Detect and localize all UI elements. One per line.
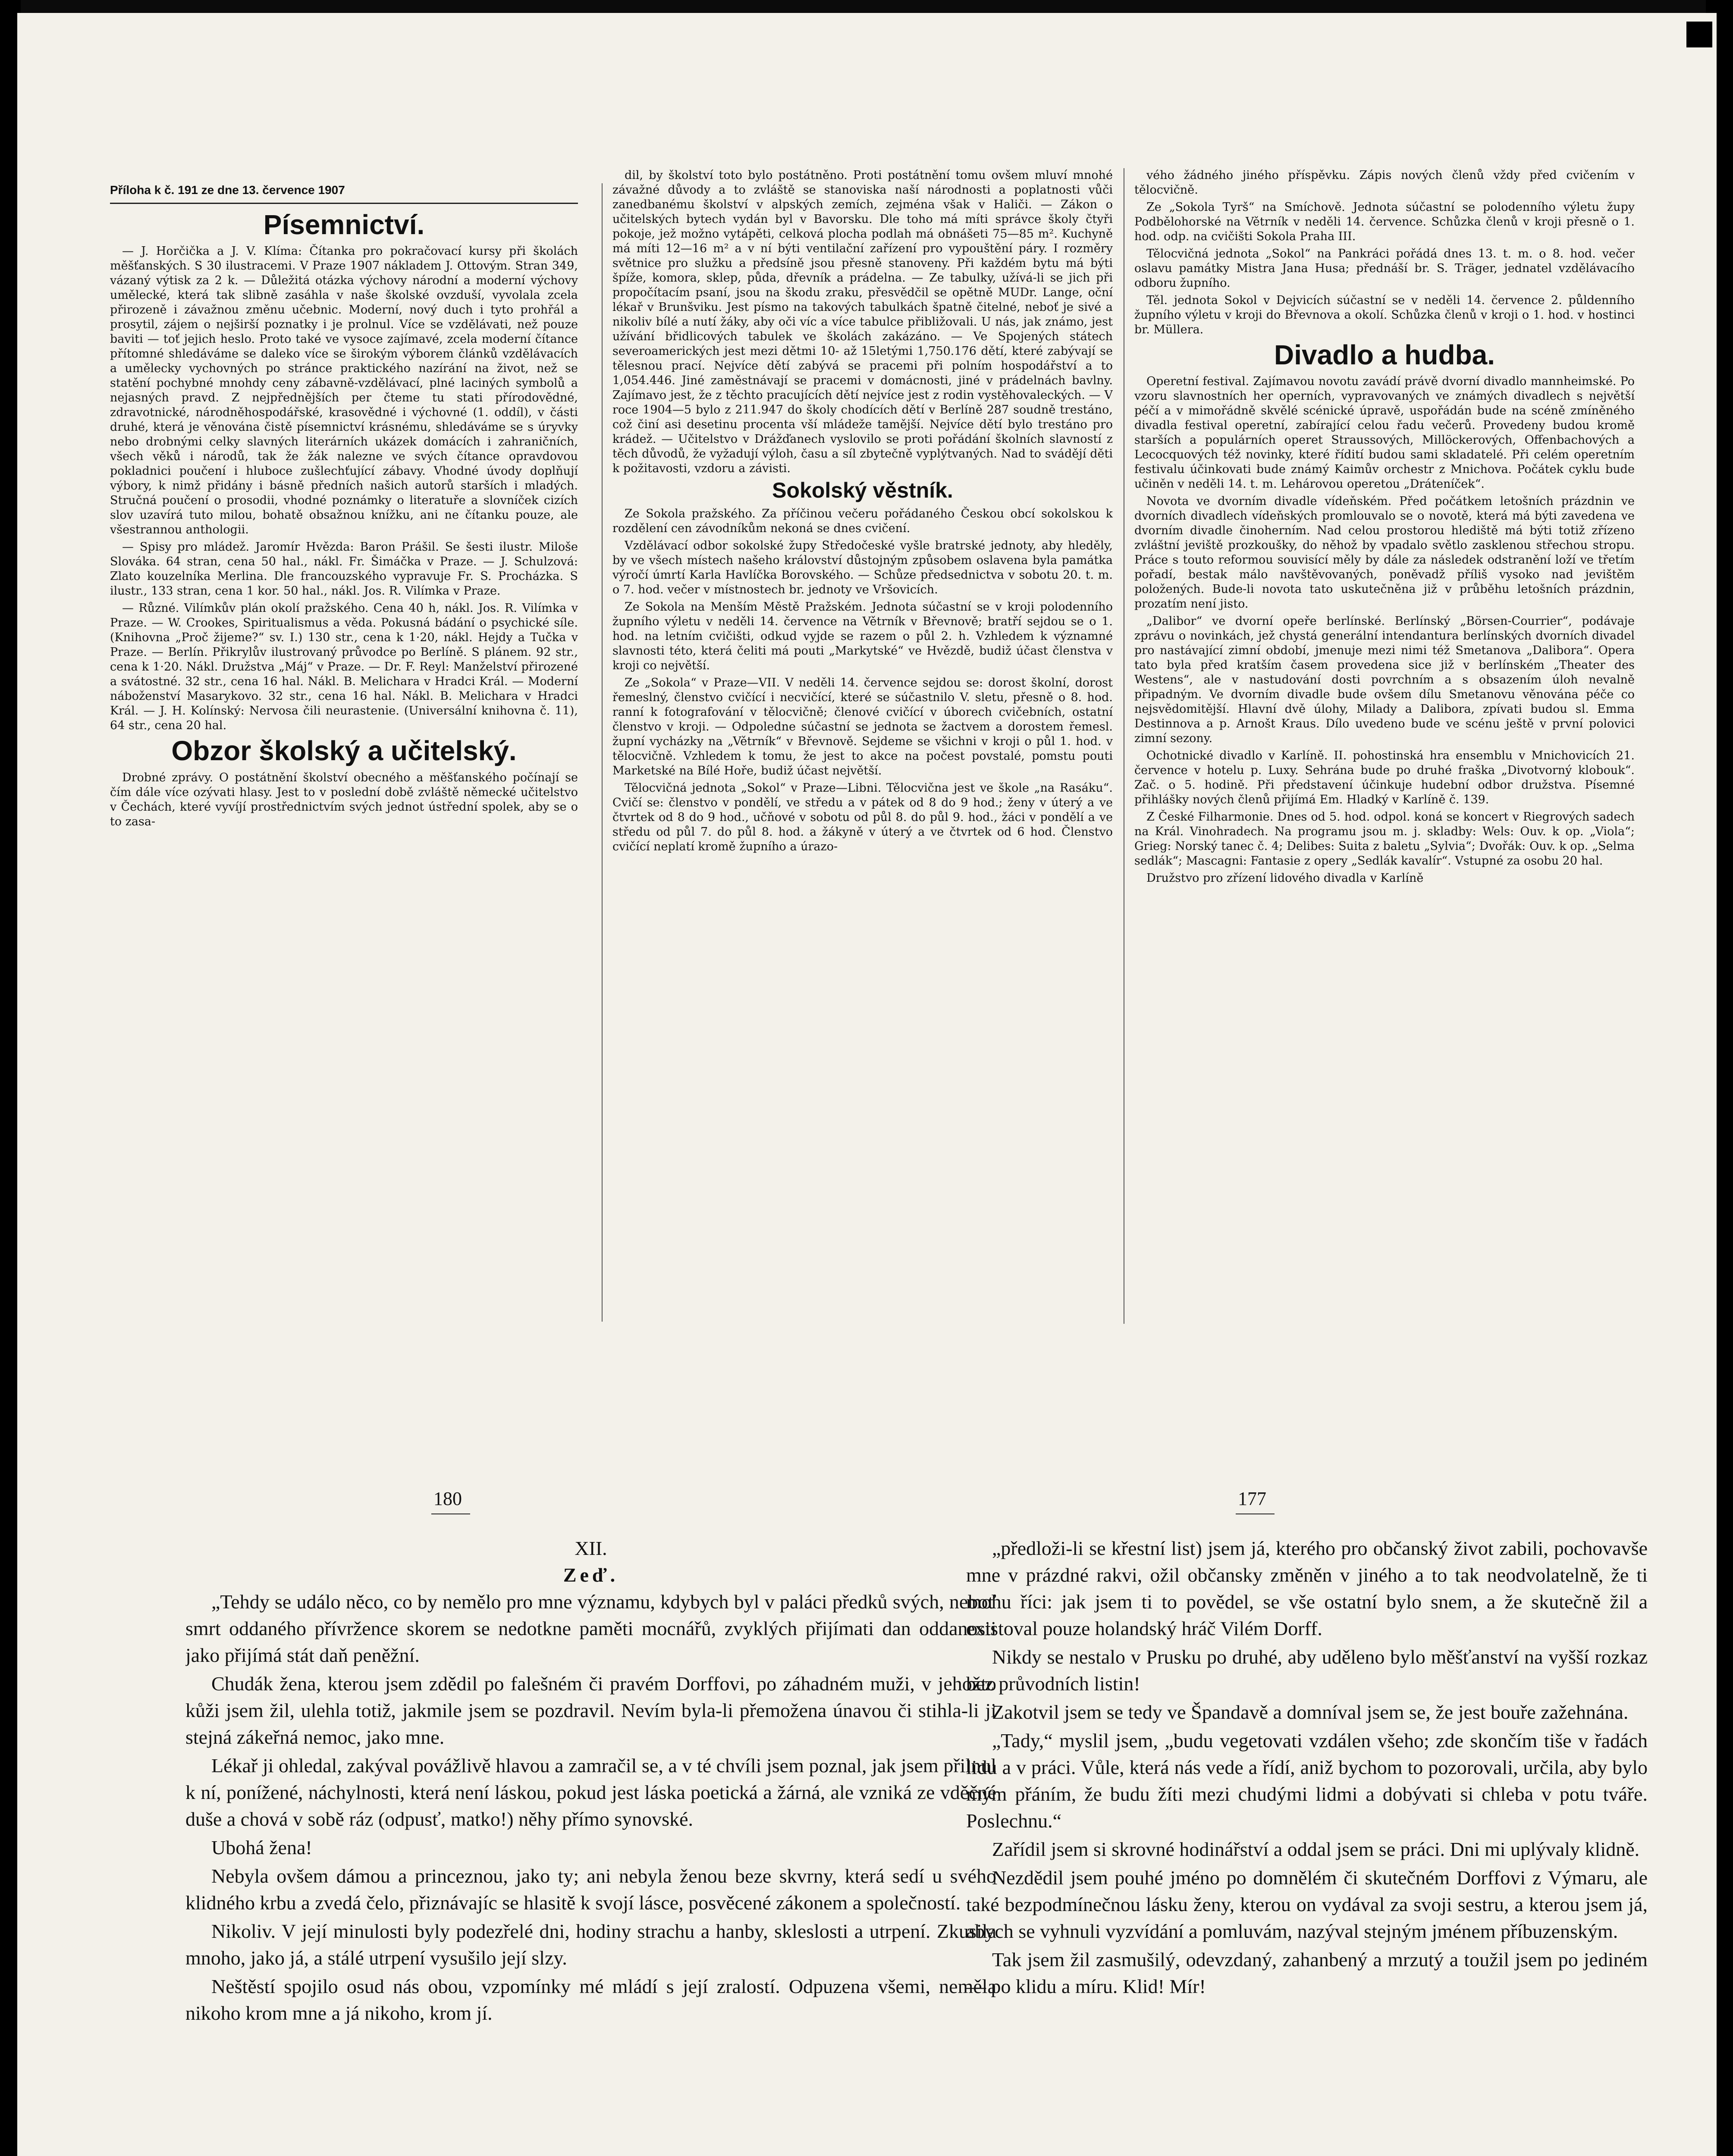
paragraph: Družstvo pro zřízení lidového divadla v Karlíně — [1146, 871, 1424, 885]
paragraph: Ze „Sokola“ v Praze—VII. V neděli 14. července sejdou se: dorost školní, dorost řemeslný, členstvo cvičící i necvičící, které se súčastnilo V. sletu, přesně o 8. hod. ranní k fotografování v tělocvičně; členové cvičící v úborech cvičebních, ostatní členstvo v kroji. — Odpoledne súčastní se jednota se žactvem a dorostem řemesl. župní vycházky na „Větrník“ v Břevnově. Sejdeme se všichni v kroji o půl 1. hod. v tělocvičně. Vzhledem k tomu, že jest to akce na počest povstalé, pomstu pouti Marketské na Bílé Hoře, budiž účast největší. — [612, 676, 1113, 777]
paragraph: — J. Horčička a J. V. Klíma: Čítanka pro pokračovací kursy při školách měšťanských. S 30 ilustracemi. V Praze 1907 nákladem J. Ottovým. Stran 349, vázaný výtisk za 2 k. — Důležitá otázka výchovy národní a moderní výchovy umělecké, která tak slibně zasáhla v naše školské ovzduší, vyvolala zcela přirozeně i závažnou změnu učebnic. Moderní, nový duch i tyto prohřál a prosytil, zájem o nejširší poznatky i je prolnul. Více se vzdělávati, než pouze baviti — toť jejich heslo. Proto také ve vysoce zajímavé, zcela moderní čítance přítomné shledáváme se daleko více se širokým výborem článků vzdělávacích a umělecky vychovných po stránce praktického nazírání na život, než se statění pochybné mnohdy ceny zábavně-vzdělávací, plné laciných symbolů a nejasných pravd. Z nejpřednějších per čteme tu stati přírodovědné, zdravotnické, národněhospodářské, krasovědné i výchovné (1. oddíl), v části druhé, která je věnována čistě písemnictví krásnému, shledáváme se s úryvky nebo drobnými celky slavných literárních ukázek domácích i zahraničních, všech věků i národů, tak že žák nalezne ve svých čítance opravdovou pokladnici poučení i hluboce zušlechťující zábavy. Vhodné úvody doplňují výbory, k nimž přidány i básně předních našich autorů starších i mladých. Stručná poučení o prosodii, vhodné poznámky o literatuře a slovníček cizích slov uzavírá tuto milou, bohatě obsažnou knížku, ani ne čítanku pouze, ale všestrannou anthologii. — [110, 244, 578, 537]
paragraph: Nikdy se nestalo v Prusku po druhé, aby uděleno bylo měšťanství na vyšší rozkaz bez průvodních listin! — [966, 1646, 1648, 1695]
paragraph: „Tehdy se událo něco, co by nemělo pro mne významu, kdybych byl v paláci předků svých, neboť smrt oddaného přívržence skorem se nedotkne paměti mocnářů, zvyklých přijímati dan oddanosti jako přijímá stát daň peněžní. — [185, 1591, 996, 1666]
paragraph: Těl. jednota Sokol v Dejvicích súčastní se v neděli 14. července 2. půldenního župního výletu v kroji do Břevnova a okolí. Schůzka členů v kroji o 1. hod. v hostinci br. Müllera. — [1134, 294, 1635, 336]
chapter-number: XII. — [575, 1537, 607, 1559]
paragraph: Ze Sokola pražského. Za příčinou večeru pořádaného Českou obcí sokolskou k rozdělení cen závodníkům nekoná se dnes cvičení. — [612, 507, 1113, 535]
paragraph: vého žádného jiného příspěvku. Zápis nových členů vždy před cvičením v tělocvičně. — [1134, 169, 1635, 197]
paragraph: — Spisy pro mládež. Jaromír Hvězda: Baron Prášil. Se šesti ilustr. Miloše Slováka. 64 stran, cena 50 hal., nákl. Fr. Šimáčka v Praze. — J. Schulzová: Zlato kouzelníka Merlina. Dle francouzského vypravuje Fr. S. Procházka. S ilustr., 133 stran, cena 1 kor. 50 hal., nákl. Jos. R. Vilímka v Praze. — [110, 540, 578, 598]
paragraph: Nezdědil jsem pouhé jméno po domnělém či skutečném Dorffovi z Výmaru, ale také bezpodmínečnou lásku ženy, kterou on vydával za svoji sestru, a kterou jsem já, abych se vyhnuli vyzvídání a pomluvám, nazýval stejným jménem příbuzenským. — [966, 1867, 1648, 1942]
newspaper-page — [17, 13, 1717, 2156]
issue-header: Příloha k č. 191 ze dne 13. července 1907 — [110, 183, 345, 197]
paragraph: Ubohá žena! — [211, 1836, 312, 1858]
paragraph: — Různé. Vilímkův plán okolí pražského. Cena 40 h, nákl. Jos. R. Vilímka v Praze. — W. Crookes, Spiritualismus a věda. Pokusná bádání o psychické síle. (Knihovna „Proč žijeme?“ sv. I.) 130 str., cena k 1·20, nákl. Hejdy a Tučka v Praze. — Berlín. Přikrylův ilustrovaný průvodce po Berlíně. S plánem. 92 str., cena k 1·20. Nákl. Družstva „Máj“ v Praze. — Dr. F. Reyl: Manželství přirozené a svátostné. 32 str., cena 16 hal. Nákl. B. Melichara v Hradci Král. — Moderní náboženství Masarykovo. 32 str., cena 16 hal. Nákl. B. Melichara v Hradci Král. — J. H. Kolínský: Nervosa čili neurastenie. (Universální knihovna č. 11), 64 str., cena 20 hal. — [110, 602, 578, 733]
paragraph: „předloži-li se křestní list) jsem já, kterého pro občanský život zabili, pochovavše mne v prázdné rakvi, ožil občansky změněn v jiného a to tak neodvolatelně, že ti mohu říci: jak jsem ti to povědel, se vše ostatní bylo snem, a že skutečně žil a existoval pouze holandský hráč Vilém Dorff. — [966, 1537, 1648, 1639]
paragraph: Neštěstí spojilo osud nás obou, vzpomínky mé mládí s její zralostí. Odpuzena všemi, neměla nikoho krom mne a já nikoho, krom jí. — [185, 1975, 996, 2024]
paragraph: „Tady,“ myslil jsem, „budu vegetovati vzdálen všeho; zde skončím tiše v řadách lidu a v práci. Vůle, která nás vede a řídí, aniž bychom to pozorovali, určila, aby bylo mým přáním, že budu žíti mezi chudými lidmi a dobývati si chleba v potu tváře. Poslechnu.“ — [966, 1730, 1648, 1832]
paragraph: „Dalibor“ ve dvorní opeře berlínské. Berlínský „Börsen-Courrier“, podávaje zprávu o novinkách, jež chystá generální intendantura berlínských dvorních divadel pro nastávající zimní období, jmenuje mezi nimi též Smetanova „Dalibora“. Opera tato byla před kratším časem provedena sice již v berlínském „Theater des Westens“, ale v nastudování dosti povrchním a s obsazením úloh nevalně připadným. Ve dvorním divadle bude ovšem dílu Smetanovu věnována péče co nejsvědomitější. Hlavní dvě úlohy, Milady a Dalibora, zpívati budou sl. Emma Destinnova a p. Arnošt Kraus. Dílo uvedeno bude ve scénu ještě v první polovici zimní sezony. — [1134, 614, 1635, 746]
paragraph: Zařídil jsem si skrovné hodinářství a oddal jsem se práci. Dni mi uplývaly klidně. — [992, 1838, 1640, 1860]
section-title-sokol: Sokolský věstník. — [772, 478, 953, 502]
paragraph: Ze Sokola na Menším Městě Pražském. Jednota súčastní se v kroji polodenního župního výletu v neděli 14. července na Větrník v Břevnově; bratří sejdou se o 1. hod. na letním cvičišti, odkud vyjde se razem o půl 2. h. Vzhledem k významné slavnosti této, která čeliti má pouti „Markytské“ ve Hvězdě, budiž účast členstva v kroji co největší. — [612, 600, 1113, 672]
section-title-school: Obzor školský a učitelský. — [171, 735, 517, 767]
column-1 — [110, 207, 578, 1319]
paragraph: Ochotnické divadlo v Karlíně. II. pohostinská hra ensemblu v Mnichovicích 21. července v hotelu p. Luxy. Sehrána bude po druhé fraška „Divotvorný klobouk“. Zač. o 5. hodině. Při představení účinkuje hudební odbor družstva. Písemné přihlášky nových členů přijímá Em. Hladký v Karlíně č. 139. — [1134, 749, 1635, 807]
paragraph: Operetní festival. Zajímavou novotu zavádí právě dvorní divadlo mannheimské. Po vzoru slavnostních her operních, vypravovaných ve známých divadlech s největší péčí a v mimořádně skvělé scénické úpravě, uspořádán bude na scéně zmíněného divadla festival operetní, zabírající celou řadu večerů. Provedeny budou kromě starších a populárních operet Straussových, Millöckerových, Offenbachových a Lecocquových též novinky, které řídití budou sami skladatelé. Při celém operetním festivalu účinkovati bude známý Kaimův orchestr z Mnichova. Počátek cyklu bude učiněn v neděli 14. t. m. Lehárovou operetou „Dráteníček“. — [1134, 375, 1635, 491]
paragraph: Z České Filharmonie. Dnes od 5. hod. odpol. koná se koncert v Riegrových sadech na Král. Vinohradech. Na programu jsou m. j. skladby: Wels: Ouv. k op. „Viola“; Grieg: Norský tanec č. 4; Delibes: Suita z baletu „Sylvia“; Dvořák: Ouv. k op. „Selma sedlák“; Mascagni: Fantasie z opery „Sedlák kavalír“. Vstupné za osobu 20 hal. — [1134, 810, 1635, 868]
paragraph: Vzdělávací odbor sokolské župy Středočeské vyšle bratrské jednoty, aby hleděly, by ve všech místech našeho království důstojným způsobem oslavena byla památka výročí úmrtí Karla Havlíčka Borovského. — Schůze předsednictva v sobotu 20. t. m. o 7. hod. večer v místnostech br. jednoty ve Vršovicích. — [612, 539, 1113, 596]
paragraph: Tělocvičná jednota „Sokol“ v Praze—Libni. Tělocvična jest ve škole „na Rasáku“. Cvičí se: členstvo v pondělí, ve středu a v pátek od 8 do 9 hod.; ženy v úterý a ve čtvrtek od 8 do 9 hod., učňové v sobotu od půl 8. do půl 9. hod., žáci v pondělí a ve středu od půl 7. do půl 8. hod. a žákyně v úterý a ve čtvrtek od 6 hod. Členstvo cvičící neplatí kromě župního a úrazo- — [612, 781, 1113, 853]
paragraph: Ze „Sokola Tyrš“ na Smíchově. Jednota súčastní se polodenního výletu župy Podbělohorské na Větrník v neděli 14. července. Schůzka členů v kroji přesně o 1. hod. odp. na cvičišti Sokola Praha III. — [1134, 201, 1635, 243]
page-number-left: 180 — [433, 1488, 462, 1509]
paragraph: Tak jsem žil zasmušilý, odevzdaný, zahanbený a mrzutý a toužil jsem po jediném — po klidu a míru. Klid! Mír! — [966, 1949, 1648, 1997]
section-title-literature: Písemnictví. — [263, 209, 425, 240]
page-number-right: 177 — [1238, 1488, 1266, 1509]
paragraph: Chudák žena, kterou jsem zdědil po falešném či pravém Dorffovi, po záhadném muži, v jehožto kůži jsem žil, ulehla totiž, jakmile jsem se pozdravil. Nevím byla-li přemožena únavou či stihla-li ji stejná zákeřná nemoc, jako mne. — [185, 1673, 996, 1748]
paragraph: Zakotvil jsem se tedy ve Špandavě a domníval jsem se, že jest bouře zažehnána. — [992, 1701, 1629, 1723]
chapter-title: Zeď. — [563, 1564, 619, 1586]
registration-mark-top — [1686, 22, 1712, 47]
paragraph: Novota ve dvorním divadle vídeňském. Před počátkem letošních prázdnin ve dvorních divadlech vídeňských promlouvalo se o novotě, která má býti zavedena ve dvorním divadle činoherním. Nad celou prostorou hlediště má býti totiž zřízeno zvláštní jeviště prozkoušky, do něhož by vpadalo světlo zasklenou střechou stropu. Práce s touto reformou souvisící měly by dále za následek odstranění loží ve třetím pořadí, bestak málo navštěvovaných, poněvadž příliš vysoko nad jevištěm položených. Bude-li novota tato uskutečněna již v průběhu letošních prázdnin, prozatím není jisto. — [1134, 495, 1635, 611]
paragraph: Tělocvičná jednota „Sokol“ na Pankráci pořádá dnes 13. t. m. o 8. hod. večer oslavu památky Mistra Jana Husa; přednáší br. S. Träger, jednatel vzdělávacího odboru župního. — [1134, 247, 1635, 290]
column-3 — [1134, 168, 1635, 1324]
book-page-right — [966, 1535, 1648, 2156]
paragraph: dil, by školství toto bylo postátněno. Proti postátnění tomu ovšem mluví mnohé závažné důvody a to zvláště se stanoviska naší národnosti a poplatnosti vůči zanedbanému školství v alpských zemích, zejména však v Haliči. — Zákon o učitelských bytech vydán byl v Bavorsku. Dle toho má míti správce školy čtyři pokoje, jež možno vytápěti, celková plocha podlah má obnášeti 75—85 m². Kuchyně má míti 12—16 m² a v ní býti ventilační zařízení pro vypouštění páry. I rozměry světnice pro služku a předsíně jsou přesně stanoveny. Při každém bytu má býti špíže, komora, sklep, půda, dřevník a prádelna. — Ze tabulky, užívá-li se jich při propočítacím psaní, jsou na škodu zraku, přesvědčil se opětně MUDr. Lange, oční lékař v Brunšviku. Jest písmo na takových tabulkách špatně čitelné, neboť je sivé a nikoliv bílé a nutí žáky, aby oči víc a více tabulce přibližovali. U nás, jak známo, jest užívání břidlicových tabulek ve školách zakázáno. — Ve Spojených státech severoamerických jest mezi dětmi 10- až 15letými 1,750.176 dětí, které zabývají se tělesnou prací. Nejvíce dětí zabývá se pracemi při polním hospodářství a to 1,054.446. Jiné zaměstnávají se pracemi v domácnosti, jiné v prádelnách bavlny. Zajímavo jest, že z těchto pracujících dětí nejvíce jest z rodin vystěhovaleckých. — V roce 1904—5 bylo z 211.947 do školy chodících dětí v Berlíně 287 soudně trestáno, což činí asi desetinu procenta vší mládeže tamější. Nejvíce dětí bylo trestáno pro krádež. — Učitelstvo v Drážďanech vyslovilo se proti pořádání školních slavností z těch důvodů, že vyžadují výloh, času a síl zbytečně vyplýtvaných. Nad to svádějí děti k požitavosti, vzdoru a závisti. — [612, 169, 1113, 475]
header-rule — [110, 203, 578, 204]
section-title-theatre: Divadlo a hudba. — [1274, 339, 1495, 370]
paragraph: Nebyla ovšem dámou a princeznou, jako ty; ani nebyla ženou beze skvrny, která sedí u svého klidného krbu a zvedá čelo, přiznávajíc se hlasitě k svojí lásce, posvěcené zákonem a společností. — [185, 1865, 996, 1914]
book-page-left — [185, 1535, 996, 2156]
column-2 — [612, 168, 1113, 1324]
paragraph: Drobné zprávy. O postátnění školství obecného a měšťanského počínají se čím dále více ozývati hlasy. Jest to v poslední době zvláště německé učitelstvo v Čechách, které vyvíjí prostřednictvím svých jednot ústřední spolek, aby se o to zasa- — [110, 771, 578, 828]
paragraph: Lékař ji ohledal, zakýval povážlivě hlavou a zamračil se, a v té chvíli jsem poznal, jak jsem přilnul k ní, ponížené, náchylnosti, která není láskou, pokud jest láska poetická a žárná, ale vzniká ze vděčné duše a chová v sobě ráz (odpusť, matko!) něhy přímo synovské. — [185, 1755, 996, 1830]
paragraph: Nikoliv. V její minulosti byly podezřelé dni, hodiny strachu a hanby, skleslosti a utrpení. Zkusila mnoho, jako já, a stálé utrpení vysušilo její slzy. — [185, 1920, 996, 1969]
column-divider — [602, 183, 603, 1322]
